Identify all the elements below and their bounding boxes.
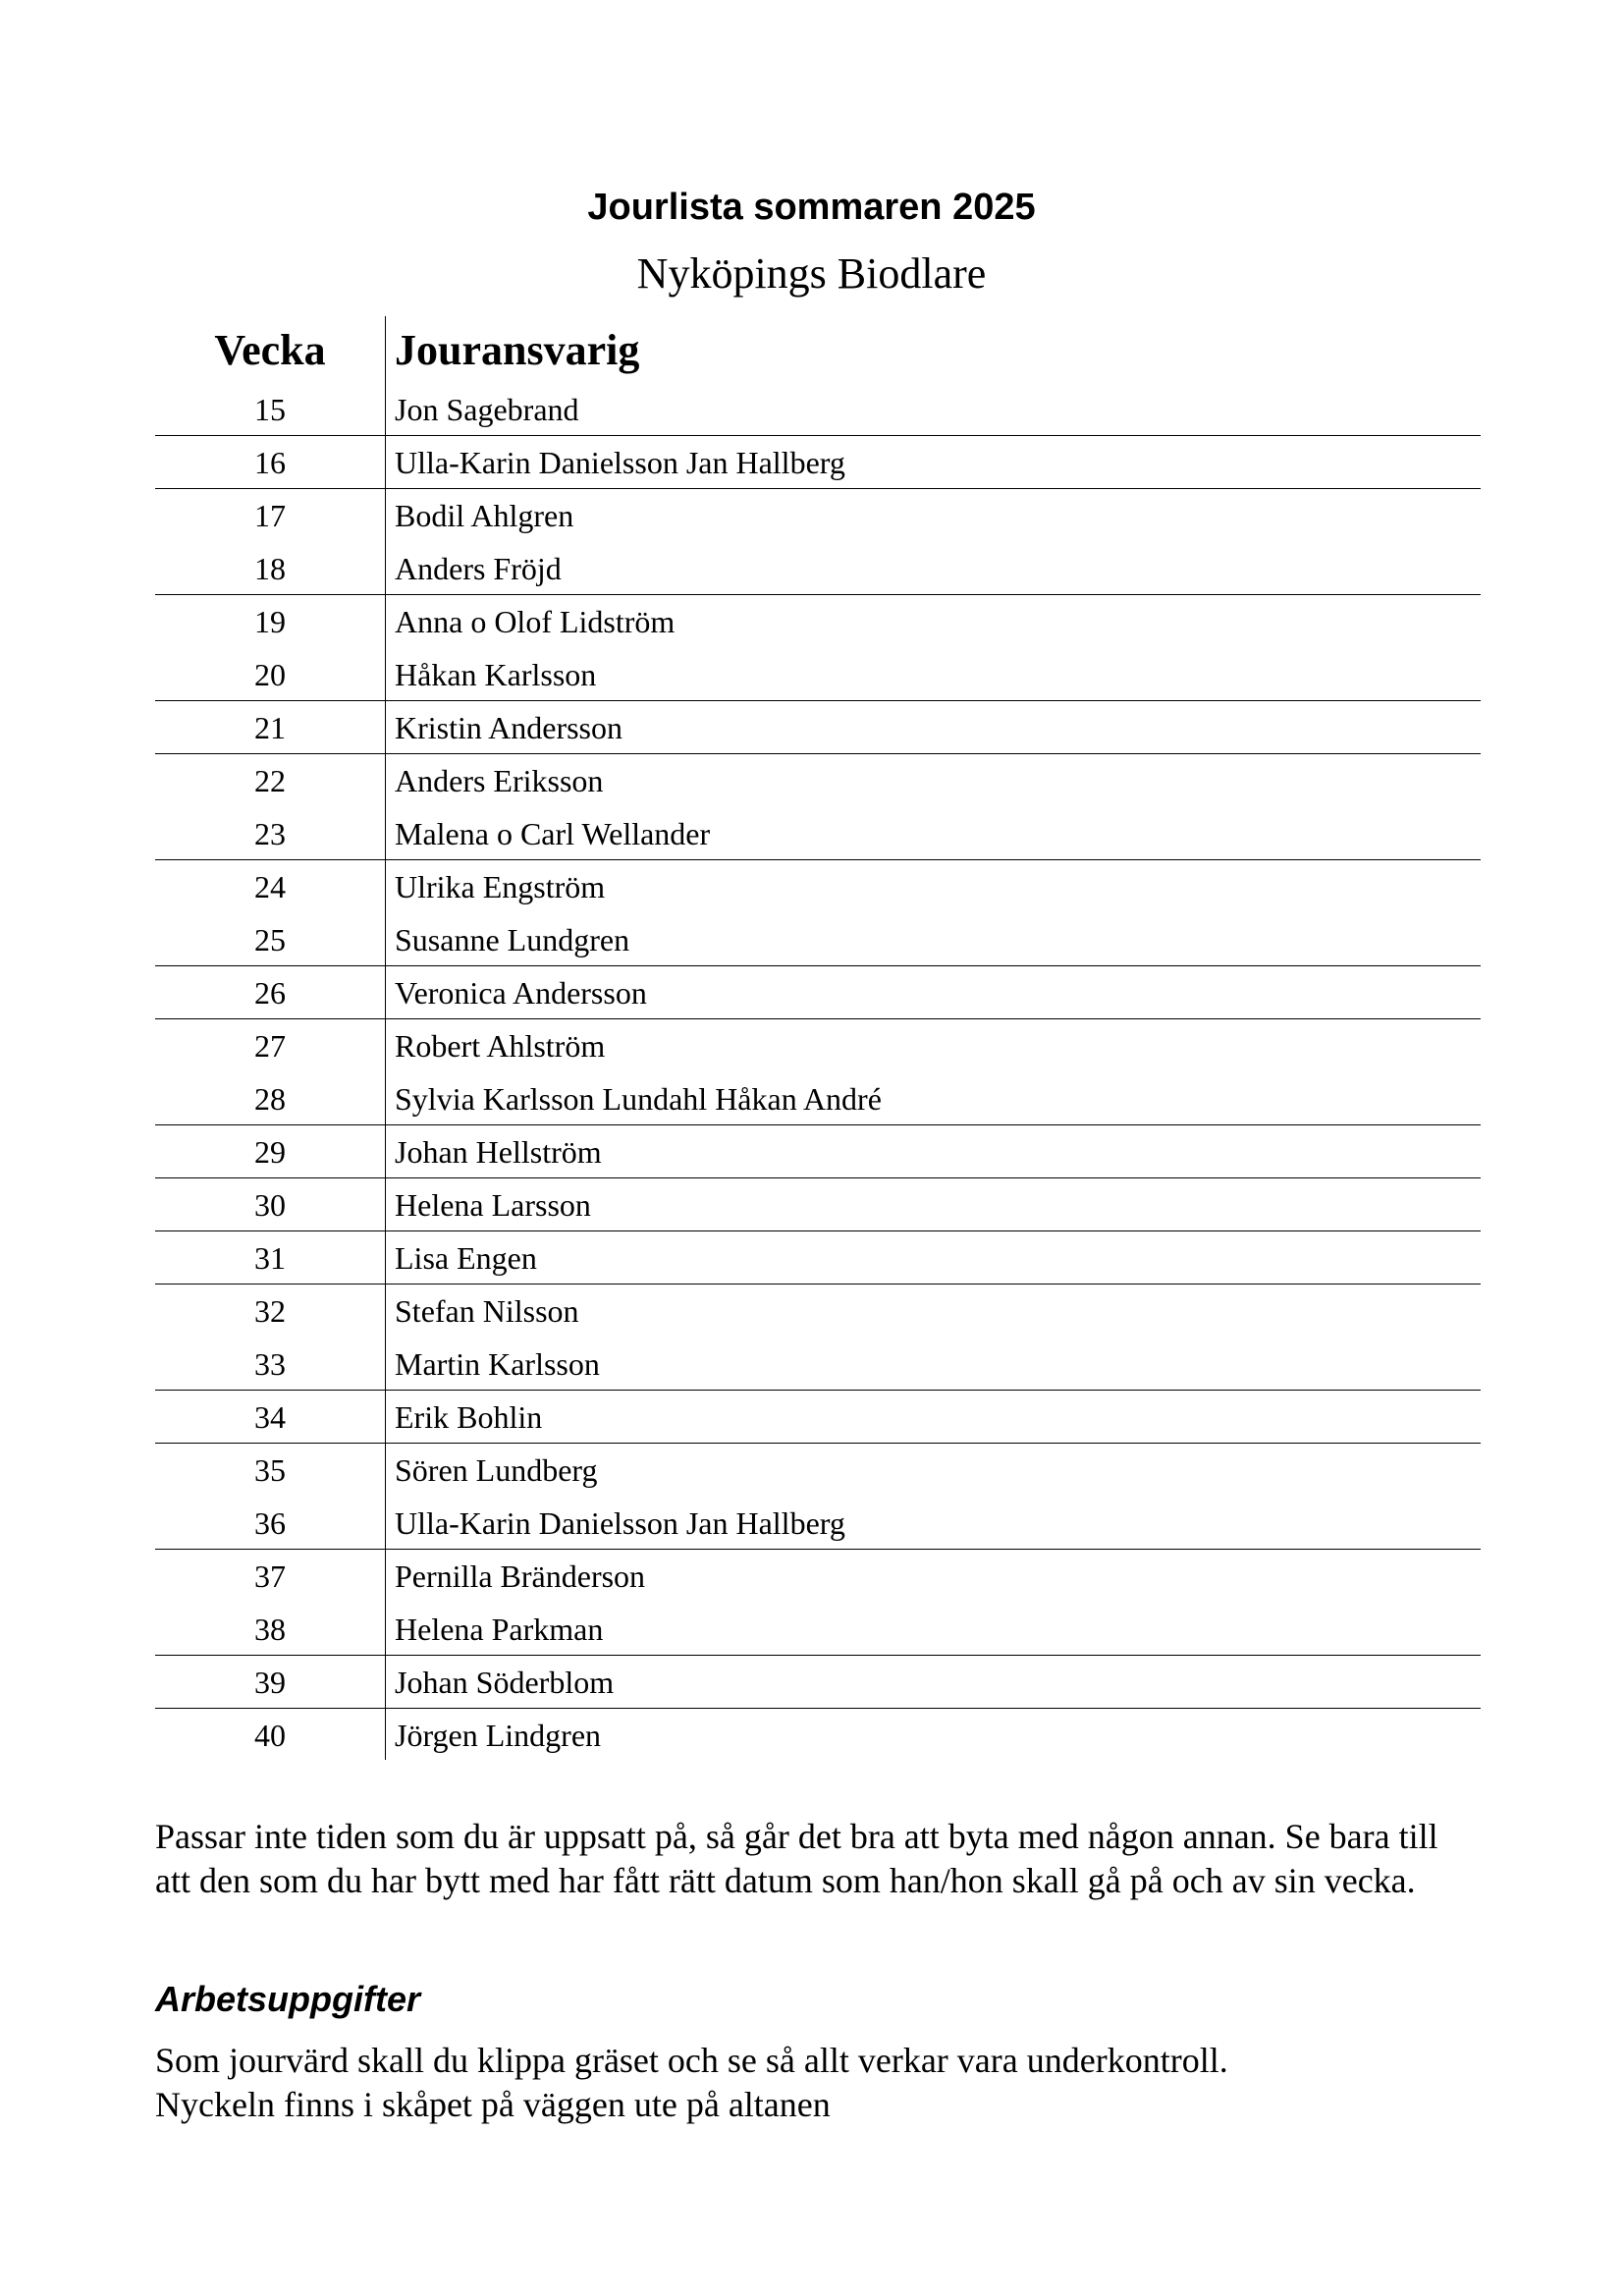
table-header-row: [155, 316, 1481, 383]
name-cell: Lisa Engen: [395, 1240, 537, 1276]
table-row: [155, 1497, 1481, 1550]
table-row: [155, 754, 1481, 807]
table-row: [155, 1550, 1481, 1603]
table-row: [155, 860, 1481, 913]
table-row: [155, 1709, 1481, 1762]
name-cell: Bodil Ahlgren: [395, 498, 574, 533]
table-row: [155, 1656, 1481, 1709]
name-cell: Anders Eriksson: [395, 763, 604, 798]
week-cell: 31: [254, 1240, 286, 1276]
name-cell: Helena Parkman: [395, 1612, 604, 1647]
table-row: [155, 1444, 1481, 1497]
week-cell: 17: [254, 498, 286, 533]
name-cell: Johan Hellström: [395, 1134, 602, 1170]
tasks-line-2: Nyckeln finns i skåpet på väggen ute på altanen: [155, 2085, 831, 2124]
name-cell: Anders Fröjd: [395, 551, 562, 586]
name-cell: Ulla-Karin Danielsson Jan Hallberg: [395, 445, 845, 480]
table-row: [155, 648, 1481, 701]
week-cell: 35: [254, 1452, 286, 1488]
week-cell: 22: [254, 763, 286, 798]
name-cell: Anna o Olof Lidström: [395, 604, 676, 639]
week-cell: 37: [254, 1558, 286, 1594]
document-title: Jourlista sommaren 2025: [587, 187, 1036, 228]
table-row: [155, 595, 1481, 648]
name-cell: Johan Söderblom: [395, 1665, 615, 1700]
table-row: [155, 1231, 1481, 1285]
table-row: [155, 913, 1481, 966]
name-cell: Stefan Nilsson: [395, 1293, 579, 1329]
name-cell: Ulla-Karin Danielsson Jan Hallberg: [395, 1505, 845, 1541]
table-row: [155, 807, 1481, 860]
table-row: [155, 383, 1481, 436]
week-cell: 20: [254, 657, 286, 692]
table-row: [155, 1072, 1481, 1125]
name-cell: Robert Ahlström: [395, 1028, 606, 1064]
week-cell: 40: [254, 1718, 286, 1753]
table-row: [155, 966, 1481, 1019]
week-cell: 33: [254, 1346, 286, 1382]
header-week: Vecka: [214, 326, 326, 374]
name-cell: Susanne Lundgren: [395, 922, 630, 957]
table-row: [155, 1338, 1481, 1391]
week-cell: 18: [254, 551, 286, 586]
header-responsible: Jouransvarig: [395, 326, 640, 374]
week-cell: 27: [254, 1028, 286, 1064]
table-row: [155, 436, 1481, 489]
document-subtitle: Nyköpings Biodlare: [636, 249, 987, 298]
name-cell: Sören Lundberg: [395, 1452, 598, 1488]
week-cell: 16: [254, 445, 286, 480]
table-row: [155, 1125, 1481, 1178]
table-row: [155, 1178, 1481, 1231]
week-cell: 24: [254, 869, 286, 904]
week-cell: 23: [254, 816, 286, 851]
week-cell: 36: [254, 1505, 286, 1541]
table-row: [155, 701, 1481, 754]
week-cell: 30: [254, 1187, 286, 1223]
duty-schedule-table: [155, 316, 1481, 1762]
table-row: [155, 1285, 1481, 1338]
week-cell: 32: [254, 1293, 286, 1329]
swap-note-paragraph: Passar inte tiden som du är uppsatt på, så går det bra att byta med någon annan. Se bara till att den som du har bytt med har fått rätt datum som han/hon skall gå på och av sin vecka.: [155, 1817, 1438, 1900]
name-cell: Jon Sagebrand: [395, 392, 579, 427]
table-row: [155, 1019, 1481, 1072]
week-cell: 38: [254, 1612, 286, 1647]
name-cell: Pernilla Bränderson: [395, 1558, 646, 1594]
name-cell: Erik Bohlin: [395, 1399, 543, 1435]
week-cell: 34: [254, 1399, 286, 1435]
name-cell: Malena o Carl Wellander: [395, 816, 711, 851]
name-cell: Jörgen Lindgren: [395, 1718, 602, 1753]
name-cell: Ulrika Engström: [395, 869, 606, 904]
name-cell: Kristin Andersson: [395, 710, 622, 745]
week-cell: 25: [254, 922, 286, 957]
week-cell: 26: [254, 975, 286, 1011]
week-cell: 28: [254, 1081, 286, 1117]
table-row: [155, 489, 1481, 542]
table-row: [155, 1391, 1481, 1444]
week-cell: 29: [254, 1134, 286, 1170]
week-cell: 39: [254, 1665, 286, 1700]
name-cell: Martin Karlsson: [395, 1346, 600, 1382]
name-cell: Veronica Andersson: [395, 975, 647, 1011]
week-cell: 19: [254, 604, 286, 639]
table-row: [155, 1603, 1481, 1656]
week-cell: 21: [254, 710, 286, 745]
table-row: [155, 542, 1481, 595]
name-cell: Håkan Karlsson: [395, 657, 597, 692]
name-cell: Helena Larsson: [395, 1187, 591, 1223]
tasks-line-1: Som jourvärd skall du klippa gräset och se så allt verkar vara underkontroll.: [155, 2041, 1228, 2080]
tasks-heading: Arbetsuppgifter: [155, 1979, 420, 2019]
name-cell: Sylvia Karlsson Lundahl Håkan André: [395, 1081, 882, 1117]
week-cell: 15: [254, 392, 286, 427]
